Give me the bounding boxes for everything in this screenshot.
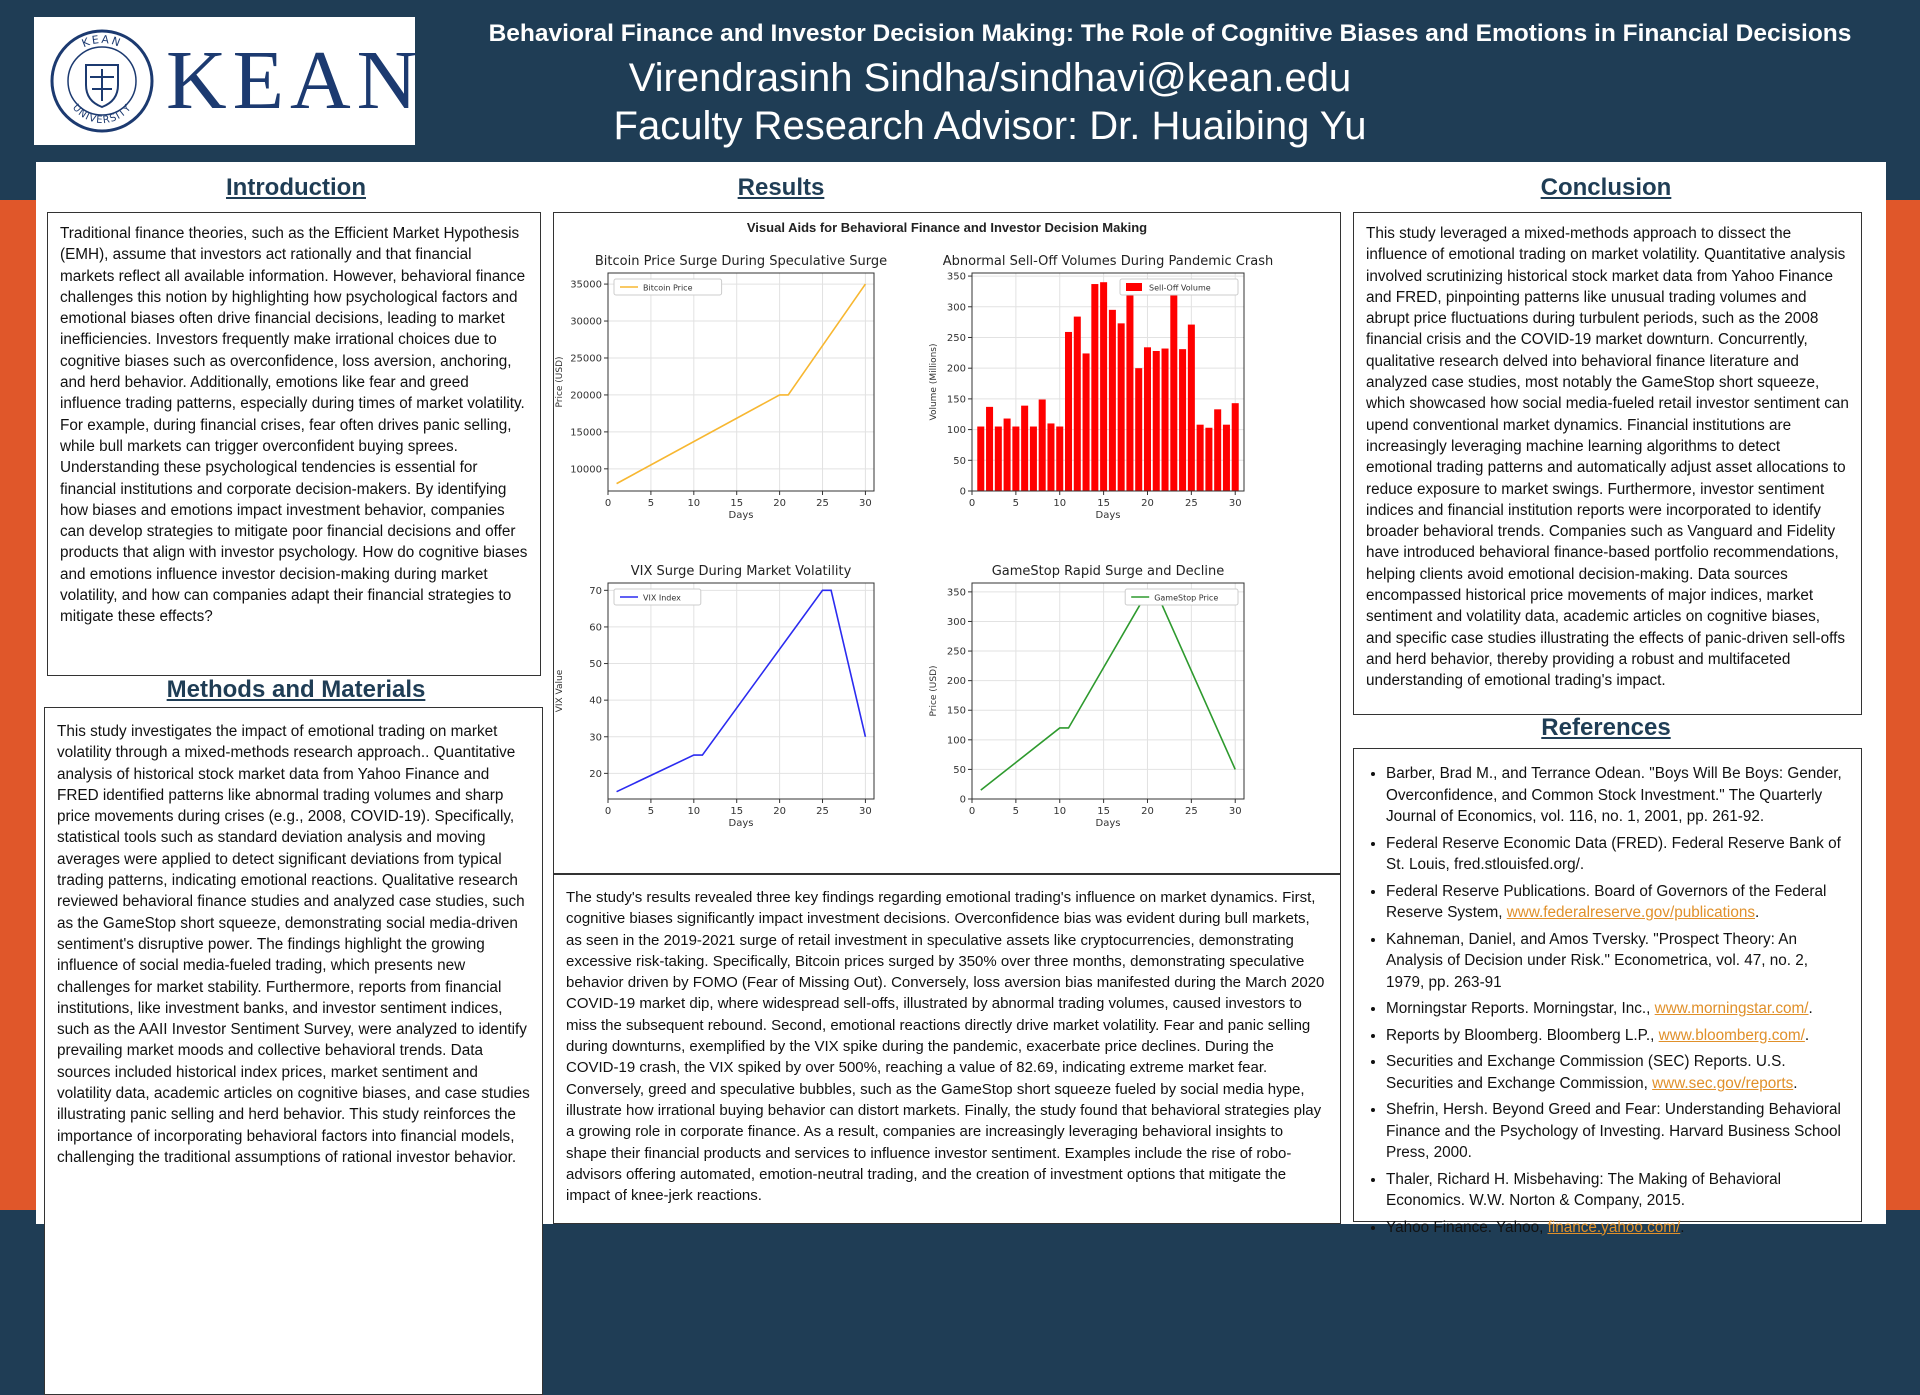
logo-wordmark: KEAN — [166, 34, 424, 127]
y-tick-label: 350 — [946, 271, 966, 283]
y-tick-label: 60 — [589, 622, 602, 634]
y-tick-label: 40 — [589, 695, 602, 707]
volume-bar — [1144, 347, 1151, 491]
reference-link[interactable]: www.sec.gov/reports — [1652, 1074, 1794, 1092]
y-tick-label: 30000 — [570, 316, 602, 328]
chart-title: Bitcoin Price Surge During Speculative Surge — [594, 254, 888, 269]
legend-label: VIX Index — [643, 593, 681, 603]
x-tick-label: 20 — [773, 806, 786, 817]
y-tick-label: 35000 — [570, 279, 602, 291]
y-axis-label: Volume (Millions) — [929, 343, 939, 421]
x-tick-label: 0 — [968, 498, 976, 509]
results-heading: Results — [737, 174, 825, 201]
reference-link[interactable]: www.morningstar.com/ — [1654, 1000, 1809, 1017]
reference-text: Reports by Bloomberg. Bloomberg L.P., — [1386, 1026, 1659, 1044]
volume-bar — [1065, 332, 1072, 491]
volume-bar — [1118, 323, 1125, 491]
introduction-heading: Introduction — [226, 174, 366, 201]
references-list — [1364, 763, 1849, 1238]
results-figure — [553, 212, 1341, 874]
x-tick-label: 10 — [1053, 806, 1067, 817]
x-tick-label: 30 — [1228, 806, 1242, 817]
references-box — [1353, 748, 1862, 1236]
x-tick-label: 15 — [730, 806, 744, 817]
introduction-text: Traditional finance theories, such as the Efficient Market Hypothesis (EMH), assume that investors act rationally and that financial markets reflect all available information. However, behavioral finance challenges this notion by highlighting how psychological factors and emotional biases often drive financial decisions, leading to market inefficiencies. Investors frequently make irrational choices due to cognitive biases such as overconfidence, loss aversion, anchoring, and herd behavior. Additionally, emotions like fear and greed influence trading patterns, especially during times of market volatility. For example, during financial crises, fear often drives panic selling, while bull markets can trigger overconfident buying sprees. Understanding these psychological tendencies is essential for financial institutions and corporate decision-makers. By identifying how biases and emotions impact investment behavior, companies can develop strategies to mitigate poor financial decisions and offer products that align with investor psychology. How do cognitive biases and emotions influence investor decision-making during market volatility, and how can companies adapt their financial strategies to mitigate these effects? — [60, 225, 528, 626]
x-tick-label: 10 — [1053, 498, 1067, 509]
reference-link[interactable]: www.bloomberg.com/ — [1658, 1026, 1805, 1044]
x-tick-label: 0 — [604, 498, 612, 509]
y-tick-label: 100 — [946, 735, 966, 747]
reference-text: Federal Reserve Economic Data (FRED). Federal Reserve Bank of St. Louis, fred.stlouisfed.org/. — [1386, 834, 1841, 873]
reference-item — [1386, 1025, 1849, 1047]
reference-item — [1386, 1051, 1849, 1094]
y-tick-label: 20 — [589, 768, 602, 780]
results-text: The study's results revealed three key findings regarding emotional trading's influence on market dynamics. First, cognitive biases significantly impact investment decisions. Overconfidence bias was evident during bull markets, as seen in the 2019-2021 surge of retail investment in speculative assets like cryptocurrencies, demonstrating excessive risk-taking. Specifically, Bitcoin prices surged by 350% over three months, demonstrating speculative behavior driven by FOMO (Fear of Missing Out). Conversely, loss aversion bias manifested during the March 2020 COVID-19 market dip, where widespread sell-offs, illustrated by abnormal trading volumes, caused investors to miss the subsequent rebound. Second, emotional reactions directly drive market volatility. Fear and panic selling during downturns, exemplified by the VIX spike during the pandemic, exacerbate price declines. During the COVID-19 crash, the VIX spiked by over 500%, reaching a value of 82.69, indicating extreme market fear. Conversely, greed and speculative bubbles, such as the GameStop short squeeze fueled by social media hype, illustrate how irrational buying behavior can distort markets. Finally, the study found that behavioral strategies play a growing role in corporate finance. As a result, companies are increasingly leveraging behavioral insights to shape their financial products and services to influence investor sentiment. Examples include the rise of robo-advisors offering automated, emotion-neutral trading, and the creation of investment options that mitigate the impact of knee-jerk reactions. — [566, 889, 1325, 1205]
conclusion-box — [1353, 212, 1862, 715]
y-tick-label: 100 — [946, 425, 966, 437]
x-axis-label: Days — [1095, 818, 1121, 829]
x-tick-label: 0 — [604, 806, 612, 817]
y-tick-label: 50 — [589, 659, 602, 671]
x-tick-label: 15 — [1097, 806, 1110, 817]
y-tick-label: 30 — [589, 732, 602, 744]
y-tick-label: 0 — [959, 486, 966, 498]
plot-frame — [608, 583, 874, 799]
reference-text: Thaler, Richard H. Misbehaving: The Making of Behavioral Economics. W.W. Norton & Company, 2015. — [1386, 1170, 1782, 1209]
volume-bar — [1170, 294, 1177, 491]
author-contact: Virendrasinh Sindha/sindhavi@kean.edu — [628, 56, 1352, 100]
x-tick-label: 5 — [1012, 806, 1020, 817]
reference-tail: . — [1808, 1000, 1813, 1017]
y-tick-label: 15000 — [570, 427, 602, 439]
y-tick-label: 300 — [946, 616, 966, 628]
conclusion-heading: Conclusion — [1540, 174, 1672, 201]
volume-bar — [986, 407, 993, 491]
x-tick-label: 25 — [816, 498, 829, 509]
methods-box — [44, 707, 543, 1395]
volume-bar — [1232, 403, 1239, 491]
volume-bar — [1012, 427, 1019, 491]
chart-title: GameStop Rapid Surge and Decline — [991, 564, 1225, 579]
reference-link[interactable]: www.federalreserve.gov/publications — [1506, 904, 1755, 921]
y-tick-label: 70 — [589, 585, 602, 597]
volume-bar — [1205, 428, 1212, 491]
x-tick-label: 25 — [1184, 806, 1198, 817]
svg-text:KEAN: KEAN — [79, 32, 124, 51]
y-tick-label: 10000 — [570, 464, 602, 476]
volume-bar — [977, 427, 984, 491]
y-tick-label: 150 — [946, 394, 966, 406]
y-tick-label: 350 — [946, 587, 966, 599]
results-charts — [554, 213, 1339, 871]
volume-bar — [1197, 425, 1204, 491]
volume-bar — [1153, 351, 1160, 491]
x-tick-label: 5 — [1012, 498, 1020, 509]
reference-item — [1386, 1169, 1849, 1212]
x-tick-label: 25 — [1184, 498, 1198, 509]
volume-bar — [1188, 325, 1195, 491]
plot-frame — [608, 273, 874, 491]
volume-bar — [1162, 349, 1169, 491]
x-tick-label: 30 — [859, 806, 872, 817]
x-axis-label: Days — [728, 818, 754, 829]
legend-label: Sell-Off Volume — [1149, 283, 1211, 293]
y-tick-label: 200 — [946, 363, 966, 375]
poster-title: Behavioral Finance and Investor Decision Making: The Role of Cognitive Biases and Emotions in Financial Decisions — [488, 20, 1852, 47]
y-tick-label: 50 — [953, 455, 966, 467]
x-tick-label: 5 — [647, 498, 655, 509]
x-tick-label: 30 — [1228, 498, 1242, 509]
volume-bar — [1091, 284, 1098, 491]
poster-header — [0, 0, 1920, 160]
y-tick-label: 0 — [959, 794, 966, 806]
legend-label: Bitcoin Price — [643, 283, 693, 293]
university-seal-icon — [50, 29, 154, 133]
reference-text: Securities and Exchange Commission (SEC) Reports. U.S. Securities and Exchange Commission, — [1386, 1053, 1786, 1092]
x-tick-label: 25 — [816, 806, 829, 817]
volume-bar — [1083, 353, 1090, 491]
volume-bar — [1179, 349, 1186, 491]
references-heading: References — [1541, 714, 1671, 741]
reference-item — [1386, 833, 1849, 876]
reference-text: Barber, Brad M., and Terrance Odean. "Boys Will Be Boys: Gender, Overconfidence, and Common Stock Investment." The Quarterly Journal of Economics, vol. 116, no. 1, 2001, pp. 261-92. — [1386, 765, 1842, 825]
reference-item — [1386, 1099, 1849, 1164]
y-tick-label: 150 — [946, 705, 966, 717]
x-axis-label: Days — [728, 510, 754, 521]
x-tick-label: 10 — [687, 806, 701, 817]
volume-bar — [1047, 423, 1054, 491]
reference-item — [1386, 763, 1849, 828]
x-tick-label: 15 — [730, 498, 744, 509]
reference-item — [1386, 1217, 1849, 1239]
x-tick-label: 20 — [773, 498, 786, 509]
reference-text: Federal Reserve Publications. Board of Governors of the Federal Reserve System, — [1386, 882, 1827, 921]
methods-heading: Methods and Materials — [166, 676, 426, 703]
svg-text:UNIVERSITY: UNIVERSITY — [69, 102, 135, 127]
reference-item — [1386, 929, 1849, 994]
x-tick-label: 10 — [687, 498, 701, 509]
chart-title: VIX Surge During Market Volatility — [630, 564, 852, 579]
y-axis-label: VIX Value — [555, 669, 565, 713]
reference-text: Yahoo Finance. Yahoo, — [1386, 1218, 1548, 1236]
methods-text: This study investigates the impact of emotional trading on market volatility through a mixed-methods research approach.. Quantitative analysis of historical stock market data from Yahoo Finance and FRED identified patterns like abnormal trading volumes and sharp price movements during crises (e.g., 2008, COVID-19). Specifically, statistical tools such as standard deviation analysis and moving averages were applied to detect significant deviations from typical trading patterns, indicating emotional reactions. Qualitative research reviewed behavioral finance studies and analyzed case studies, such as the GameStop short squeeze, demonstrating social media-driven sentiment's disruptive power. The findings highlight the growing influence of social media-fueled trading, which presents new challenges for market stability. Furthermore, reports from financial institutions, like investment banks, and investor sentiment indices, such as the AAII Investor Sentiment Survey, were analyzed to identify prevailing market moods and collective behavioral trends. Data sources included historical index prices, market sentiment and volatility data, academic articles on cognitive biases, and case studies illustrating panic selling and herd behavior. This study reinforces the importance of incorporating behavioral factors into financial models, challenging the traditional assumptions of rational investor behavior. — [57, 723, 530, 1166]
y-axis-label: Price (USD) — [929, 665, 939, 717]
volume-bar — [1109, 310, 1116, 491]
x-axis-label: Days — [1095, 510, 1121, 521]
y-tick-label: 20000 — [570, 390, 602, 402]
reference-item — [1386, 881, 1849, 924]
volume-bar — [995, 427, 1002, 491]
legend-swatch — [1126, 283, 1142, 291]
volume-bar — [1030, 427, 1037, 491]
reference-link[interactable]: finance.yahoo.com/ — [1547, 1218, 1681, 1236]
volume-bar — [1039, 400, 1046, 491]
volume-bar — [1021, 406, 1028, 491]
x-tick-label: 5 — [647, 806, 655, 817]
volume-bar — [1214, 409, 1221, 491]
reference-text: Kahneman, Daniel, and Amos Tversky. "Prospect Theory: An Analysis of Decision under Risk." Econometrica, vol. 47, no. 2, 1979, pp. 263-91 — [1386, 930, 1809, 991]
volume-bar — [1056, 427, 1063, 491]
introduction-box — [47, 212, 541, 676]
series-line — [617, 284, 866, 484]
right-accent-band — [1884, 200, 1920, 1210]
plot-frame — [972, 583, 1244, 799]
x-tick-label: 20 — [1141, 806, 1154, 817]
author-line — [440, 54, 1540, 150]
chart-title: Abnormal Sell-Off Volumes During Pandemic Crash — [942, 254, 1274, 269]
y-tick-label: 300 — [946, 302, 966, 314]
x-tick-label: 0 — [968, 806, 976, 817]
volume-bar — [1223, 425, 1230, 491]
x-tick-label: 15 — [1097, 498, 1110, 509]
volume-bar — [1074, 317, 1081, 491]
figure-title: Visual Aids for Behavioral Finance and Investor Decision Making — [746, 220, 1148, 235]
poster-body — [36, 162, 1886, 1236]
reference-tail: . — [1793, 1074, 1798, 1092]
y-axis-label: Price (USD) — [555, 356, 565, 408]
reference-item — [1386, 998, 1849, 1020]
y-tick-label: 250 — [946, 332, 966, 344]
reference-tail: . — [1680, 1218, 1685, 1236]
x-tick-label: 20 — [1141, 498, 1154, 509]
reference-text: Shefrin, Hersh. Beyond Greed and Fear: Understanding Behavioral Finance and the Psychology of Investing. Harvard Business School Press, 2000. — [1386, 1101, 1841, 1161]
volume-bar — [1135, 368, 1142, 491]
reference-tail: . — [1804, 1026, 1810, 1044]
series-line — [617, 590, 866, 791]
y-tick-label: 25000 — [570, 353, 602, 365]
x-tick-label: 30 — [859, 498, 872, 509]
legend-label: GameStop Price — [1154, 593, 1219, 603]
y-tick-label: 50 — [953, 764, 966, 776]
y-tick-label: 200 — [946, 676, 966, 688]
volume-bar — [1100, 282, 1107, 491]
volume-bar — [1004, 419, 1011, 491]
conclusion-text: This study leveraged a mixed-methods approach to dissect the influence of emotional trading on market volatility. Quantitative analysis involved scrutinizing historical stock market data from Yahoo Finance and FRED, pinpointing patterns like unusual trading volumes and abrupt price fluctuations during turbulent periods, such as the 2008 financial crisis and the COVID-19 market downturn. Concurrently, qualitative research delved into behavioral finance literature and analyzed case studies, most notably the GameStop short squeeze, which showcased how social media-fueled retail investor sentiment can upend conventional market dynamics. Financial institutions are increasingly leveraging machine learning algorithms to detect emotional trading patterns and automatically adjust asset allocations to reduce exposure to market swings. Furthermore, investor sentiment indices and financial institution reports were incorporated to identify broader behavioral trends. Companies such as Vanguard and Fidelity have introduced behavioral finance-based portfolio recommendations, helping clients avoid emotional decision-making. Data sources encompassed historical price movements of major indices, market sentiment and volatility data, academic articles on cognitive biases, and specific case studies illustrating the effects of panic-driven sell-offs and herd behavior, thereby providing a robust and multifaceted understanding of emotional trading's impact. — [1366, 225, 1849, 690]
reference-text: Morningstar Reports. Morningstar, Inc., — [1386, 1000, 1655, 1017]
kean-logo — [34, 17, 424, 145]
volume-bar — [1126, 288, 1133, 491]
left-accent-band — [0, 200, 36, 1210]
reference-tail: . — [1755, 904, 1760, 921]
advisor-line: Faculty Research Advisor: Dr. Huaibing Yu — [613, 104, 1367, 148]
y-tick-label: 250 — [946, 646, 966, 658]
results-text-box — [553, 874, 1341, 1224]
